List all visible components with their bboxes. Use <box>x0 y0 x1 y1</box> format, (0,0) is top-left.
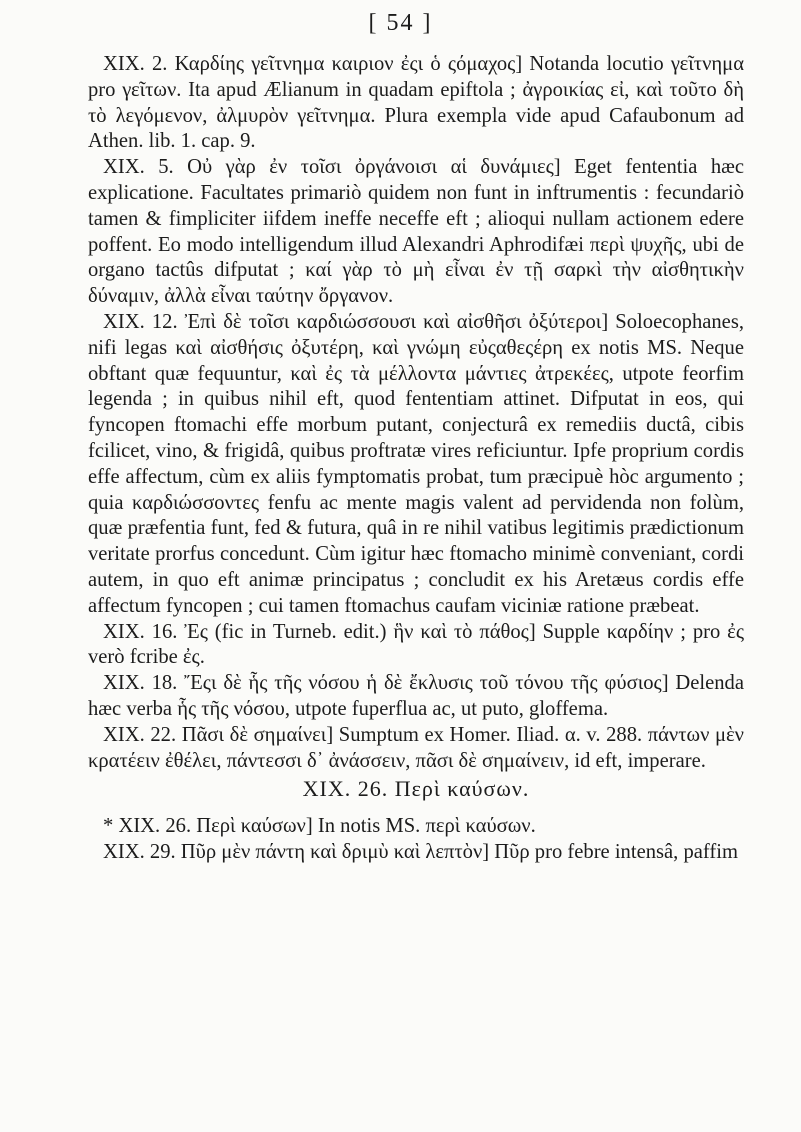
note-xix-18: XIX. 18. Ἔςι δὲ ἧς τῆς νόσου ἡ δὲ ἔκλυσις τοῦ τόνου τῆς φύσιος] Delenda hæc verba ἧς τῆς νόσου, utpote fuperflua ac, ut puto, gloffema. <box>88 672 744 720</box>
page-number: [ 54 ] <box>368 10 433 36</box>
note-xix-12: XIX. 12. Ἐπὶ δὲ τοῖσι καρδιώσσουσι καὶ αἰσθῆσι ὀξύτεροι] Soloecophanes, nifi legas καὶ αἰσθήσις ὀξυτέρη, καὶ γνώμη εὐςαθεςέρη ex notis MS. Neque obftant quæ fequuntur, καὶ ἐς τὰ μέλλοντα μάντιες ἀτρεκέες, utpote feorfim legenda ; in quibus nihil eft, quod fententiam attinet. Difputat in eos, qui fyncopen ftomachi effe morbum putant, conjecturâ ex remediis ductâ, cibis fcilicet, vino, & frigidâ, quibus proftratæ vires reficiuntur. Ipfe proprium cordis effe affectum, cùm ex aliis fymptomatis probat, tum præcipuè hòc argumento ; quia καρδιώσσοντες fenfu ac mente magis valent ad pervidenda non folùm, quæ præfentia funt, fed & futura, quâ in re nihil vatibus legitimis prædictionum veritate prorfus concedunt. Cùm igitur hæc ftomacho minimè conveniant, cordi autem, in quo eft animæ principatus ; concludit ex his Aretæus cordis effe affectum fyncopen ; cui tamen ftomachus caufam viciniæ ratione præbeat. <box>88 310 744 617</box>
page-body <box>88 52 744 866</box>
note-xix-29: XIX. 29. Πῦρ μὲν πάντη καὶ δριμὺ καὶ λεπτὸν] Πῦρ pro febre intensâ, paffim <box>103 840 738 863</box>
note-xix-2: XIX. 2. Καρδίης γεῖτνημα καιριον ἐςι ὁ ςόμαχος] Notanda locutio γεῖτνημα pro γεῖτων. Ita apud Ælianum in quadam epiftola ; ἀγροικίας εἰ, καὶ τοῦτο δὴ τὸ λεγόμενον, ἀλμυρὸν γεῖτνημα. Plura exempla vide apud Cafaubonum ad Athen. lib. 1. cap. 9. <box>88 53 744 153</box>
notes-section <box>88 814 744 866</box>
note-xix-5: XIX. 5. Οὐ γὰρ ἐν τοῖσι ὀργάνοισι αἱ δυνάμιες] Eget fententia hæc explicatione. Facultates primariò quidem non funt in inftrumentis : fecundariò tamen & fimpliciter iifdem ineffe neceffe eft ; alioqui nullam actionem edere poffent. Eo modo intelligendum illud Alexandri Aphrodifæi περὶ ψυχῆς, ubi de organo tactûs difputat ; καί γὰρ τὸ μὴ εἶναι ἐν τῇ σαρκὶ τὴν αἰσθητικὴν δύναμιν, ἀλλὰ εἶναι ταύτην ὄργανον. <box>88 156 744 308</box>
note-xix-16: XIX. 16. Ἐς (fic in Turneb. edit.) ἣν καὶ τὸ πάθος] Supple καρδίην ; pro ἐς verò fcribe ἐς. <box>88 620 744 669</box>
note-xix-22: XIX. 22. Πᾶσι δὲ σημαίνει] Sumptum ex Homer. Iliad. α. v. 288. πάντων μὲν κρατέειν ἐθέλει, πάντεσσι δ᾽ ἀνάσσειν, πᾶσι δὲ σημαίνειν, id eft, imperare. <box>88 723 744 772</box>
note-xix-26: * XIX. 26. Περὶ καύσων] In notis MS. περὶ καύσων. <box>103 815 536 838</box>
section-heading: XIX. 26. Περὶ καύσων. <box>302 776 530 802</box>
